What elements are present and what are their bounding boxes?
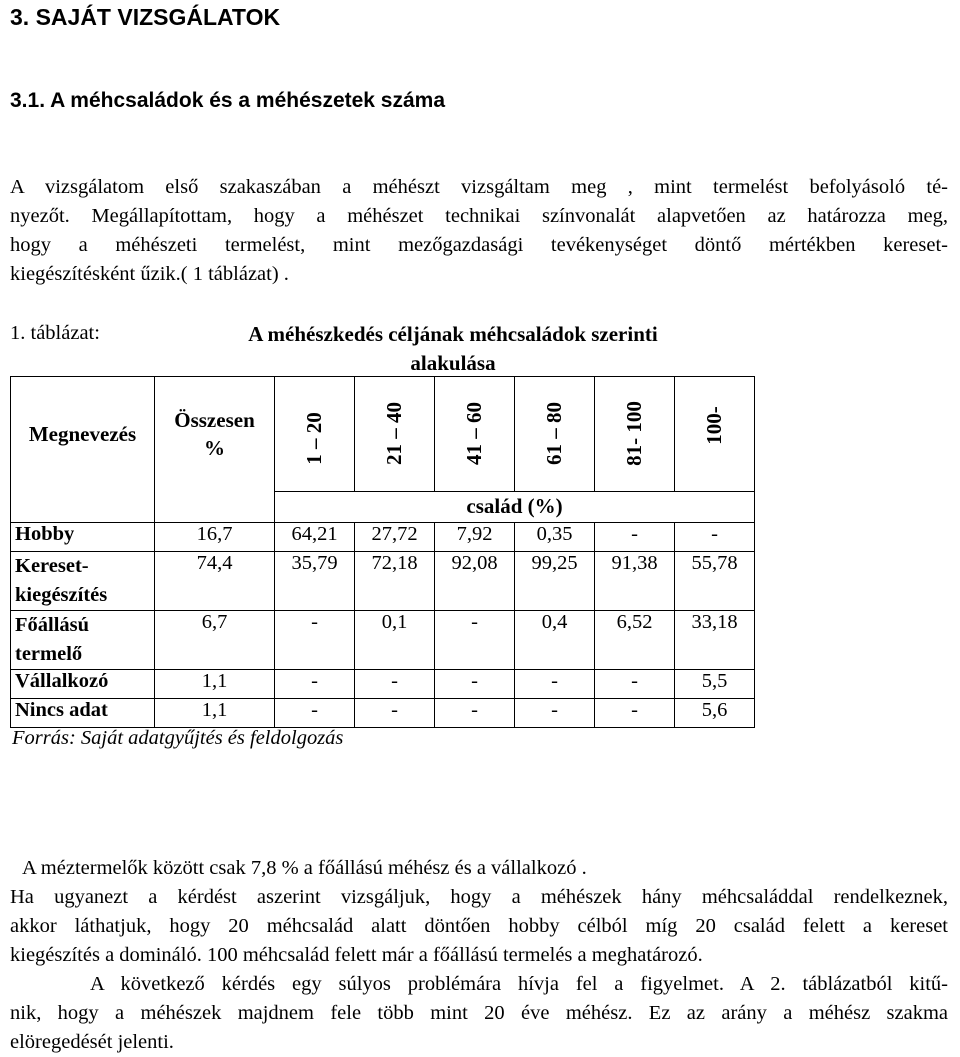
outro-line: Ha ugyanezt a kérdést aszerint vizsgáljuk, hogy a méhészek hány méhcsaláddal rendelkeznek, <box>10 886 948 908</box>
table-cell: - <box>675 522 755 551</box>
table-cell <box>155 491 275 522</box>
table-cell: 64,21 <box>275 522 355 551</box>
table-cell: 0,35 <box>515 522 595 551</box>
table-cell: 27,72 <box>355 522 435 551</box>
table-row <box>11 698 755 727</box>
row-name-line: Főállású <box>15 613 90 636</box>
table-title <box>200 320 706 378</box>
row-name <box>11 551 155 610</box>
outro-line: nik, hogy a méhészek majdnem fele több mint 20 éve méhész. Ez az arány a méhész szakma <box>10 1002 948 1024</box>
table-cell: - <box>275 698 355 727</box>
table-cell: - <box>275 610 355 669</box>
table-cell: 5,6 <box>675 698 755 727</box>
subsection-heading: 3.1. A méhcsaládok és a méhészetek száma <box>10 89 446 112</box>
table-cell: 99,25 <box>515 551 595 610</box>
table-row <box>11 669 755 698</box>
table-row <box>11 610 755 669</box>
col-header-size-label: 100- <box>702 406 726 445</box>
outro-line: akkor láthatjuk, hogy 20 méhcsalád alatt döntően hobby célból míg 20 család felett a kereset <box>10 915 948 937</box>
table-cell: 16,7 <box>155 522 275 551</box>
table-row <box>11 551 755 610</box>
col-header-size-label: 1 – 20 <box>302 412 326 465</box>
table-cell: 1,1 <box>155 669 275 698</box>
col-header-size-label: 21 – 40 <box>382 402 406 466</box>
table-cell: 7,92 <box>435 522 515 551</box>
table-cell: - <box>595 698 675 727</box>
outro-line: elöregedését jelenti. <box>10 1031 174 1053</box>
table-cell: 92,08 <box>435 551 515 610</box>
col-header-name: Megnevezés <box>11 377 155 492</box>
table-cell: - <box>355 669 435 698</box>
outro-paragraph <box>10 854 948 1057</box>
col-header-size <box>275 377 355 492</box>
table-cell: - <box>595 669 675 698</box>
col-header-size <box>355 377 435 492</box>
table-cell: 0,4 <box>515 610 595 669</box>
table-cell: - <box>435 698 515 727</box>
row-name: Nincs adat <box>11 698 155 727</box>
col-header-size <box>675 377 755 492</box>
table-row <box>11 522 755 551</box>
intro-paragraph <box>10 173 948 289</box>
table-cell: 1,1 <box>155 698 275 727</box>
table-cell: 74,4 <box>155 551 275 610</box>
table-cell: - <box>435 610 515 669</box>
table-title-line: A méhészkedés céljának méhcsaládok szerinti <box>248 322 658 346</box>
table-cell: 33,18 <box>675 610 755 669</box>
table-cell: 0,1 <box>355 610 435 669</box>
data-table <box>10 376 755 728</box>
outro-line: A következő kérdés egy súlyos problémára hívja fel a figyelmet. A 2. táblázatból kitű- <box>90 973 948 995</box>
col-header-size <box>435 377 515 492</box>
table-cell: - <box>595 522 675 551</box>
row-name-line: kiegészítés <box>15 583 108 606</box>
row-name <box>11 610 155 669</box>
table-source: Forrás: Saját adatgyűjtés és feldolgozás <box>12 727 344 749</box>
table-label: 1. táblázat: <box>10 322 100 344</box>
col-header-total-line: Összesen <box>174 408 255 432</box>
col-header-size-label: 61 – 80 <box>542 402 566 466</box>
table-cell: 35,79 <box>275 551 355 610</box>
table-cell: - <box>275 669 355 698</box>
section-heading: 3. SAJÁT VIZSGÁLATOK <box>10 4 281 30</box>
col-header-size-label: 41 – 60 <box>462 402 486 466</box>
table-cell: 5,5 <box>675 669 755 698</box>
unit-label: család (%) <box>275 491 755 522</box>
table-cell: 6,7 <box>155 610 275 669</box>
col-header-size <box>595 377 675 492</box>
table-cell: - <box>435 669 515 698</box>
table-title-line: alakulása <box>410 351 496 375</box>
table-cell: 55,78 <box>675 551 755 610</box>
intro-line: hogy a méhészeti termelést, mint mezőgazdasági tevékenységet döntő mértékben kereset- <box>10 234 948 256</box>
table-unit-row <box>11 491 755 522</box>
col-header-size <box>515 377 595 492</box>
col-header-size-label: 81- 100 <box>622 401 646 467</box>
intro-line: nyezőt. Megállapítottam, hogy a méhészet technikai színvonalát alapvetően az határozza meg, <box>10 205 948 227</box>
intro-line: kiegészítésként űzik.( 1 táblázat) . <box>10 263 289 285</box>
table-cell: 72,18 <box>355 551 435 610</box>
row-name-line: termelő <box>15 642 83 665</box>
outro-line: A méztermelők között csak 7,8 % a főállású méhész és a vállalkozó . <box>22 857 587 879</box>
table-cell: 6,52 <box>595 610 675 669</box>
col-header-total <box>155 377 275 492</box>
table-cell: 91,38 <box>595 551 675 610</box>
table-cell: - <box>515 669 595 698</box>
table-cell: - <box>515 698 595 727</box>
table-cell <box>11 491 155 522</box>
table-cell: - <box>355 698 435 727</box>
row-name: Vállalkozó <box>11 669 155 698</box>
row-name: Hobby <box>11 522 155 551</box>
row-name-line: Kereset- <box>15 554 89 577</box>
intro-line: A vizsgálatom első szakaszában a méhészt vizsgáltam meg , mint termelést befolyásoló té- <box>10 176 948 198</box>
outro-line: kiegészítés a domináló. 100 méhcsalád felett már a főállású termelés a meghatározó. <box>10 944 703 966</box>
table-header-row <box>11 377 755 492</box>
col-header-total-unit: % <box>204 436 225 460</box>
